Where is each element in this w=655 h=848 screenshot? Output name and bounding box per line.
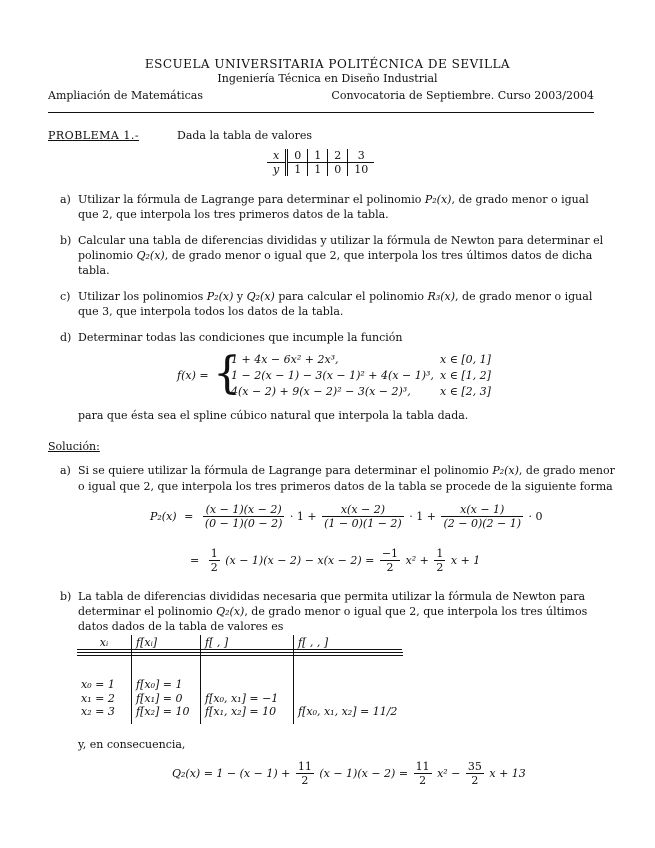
term: (x − 1)(x − 2) = [319, 766, 409, 780]
dd-rule-1 [77, 652, 403, 653]
poly-symbol: R₃(x) [427, 290, 456, 303]
poly-symbol: P₂(x) [424, 193, 452, 206]
problem-item-d-line2: para que ésta sea el spline cúbico natural que interpola la tabla dada. [78, 409, 469, 422]
fraction [203, 503, 285, 530]
term: (x − 1)(x − 2) − x(x − 2) = [225, 553, 375, 567]
consequence-text: y, en consecuencia, [78, 738, 186, 751]
item-label: c) [60, 290, 71, 303]
numerator: (x − 1)(x − 2) [203, 503, 285, 517]
denominator: 2 [210, 561, 218, 574]
solution-title: Solución: [48, 440, 100, 453]
dd-cell: f[x₁, x₂] = 10 [205, 704, 277, 718]
dd-cell: f[x₀, x₁, x₂] = 11/2 [298, 704, 398, 718]
dd-col-x [77, 650, 132, 725]
denominator: (0 − 1)(0 − 2) [204, 517, 283, 530]
dd-header: f[xᵢ] [132, 635, 201, 650]
numerator: 1 [210, 547, 218, 560]
x-value: 1 [308, 149, 328, 163]
problem-intro: Dada la tabla de valores [177, 129, 313, 142]
term: x + 1 [450, 553, 481, 567]
problem-item-b-line2 [78, 249, 592, 262]
lagrange-simplified [190, 547, 480, 574]
problem-item-c-line1 [78, 290, 592, 303]
numerator: 35 [467, 760, 482, 773]
dd-cell: x₁ = 2 [81, 691, 115, 705]
interval-3: x ∈ [2, 3] [440, 385, 491, 398]
dd-cell: f[x₁] = 0 [136, 691, 183, 705]
dd-rule-2 [77, 655, 403, 656]
exam-session: Convocatoria de Septiembre. Curso 2003/2004 [331, 89, 594, 102]
poly-symbol: P₂(x) [492, 464, 519, 477]
poly-symbol: Q₂(x) [246, 290, 275, 303]
y-value: 1 [287, 163, 308, 177]
term: x + 13 [489, 766, 526, 780]
degree-name: Ingeniería Técnica en Diseño Industrial [217, 72, 438, 85]
item-label: a) [60, 464, 71, 477]
equation-lhs: Q₂(x) = 1 − (x − 1) + [172, 766, 291, 780]
text: , de grado menor o igual que 2, que interpola los tres últimos datos de dicha [164, 249, 593, 262]
denominator: (2 − 0)(2 − 1) [443, 517, 522, 530]
left-brace: { [213, 348, 241, 399]
x-value: 0 [287, 149, 308, 163]
numerator: 11 [415, 760, 430, 773]
y-label: y [267, 163, 287, 177]
equals-sign: = [190, 553, 200, 567]
poly-symbol: P₂(x) [206, 290, 234, 303]
dd-cell: f[x₀] = 1 [136, 678, 183, 692]
divided-differences-table [77, 635, 402, 724]
fraction [296, 760, 314, 787]
denominator: (1 − 0)(1 − 2) [324, 517, 402, 530]
header-rule [48, 112, 594, 113]
dd-cell: x₂ = 3 [81, 704, 115, 718]
y-value: 0 [328, 163, 348, 177]
dd-cell: x₀ = 1 [81, 678, 115, 692]
dd-col-f1 [201, 650, 294, 725]
term: x² + [405, 553, 429, 567]
piecewise-function-name: f(x) = [177, 369, 209, 382]
denominator: 2 [436, 561, 444, 574]
school-name: ESCUELA UNIVERSITARIA POLITÉCNICA DE SEVILLA [144, 57, 511, 71]
operator: · 0 [528, 509, 543, 523]
text: para calcular el polinomio [278, 290, 425, 303]
problem-item-b-line1: Calcular una tabla de diferencias divididas y utilizar la fórmula de Newton para determinar el [78, 234, 604, 247]
solution-item-b-line3: datos dados de la tabla de valores es [78, 620, 284, 633]
dd-col-f2 [294, 650, 403, 725]
values-table [267, 149, 374, 176]
solution-item-b-line1: La tabla de diferencias divididas necesaria que permita utilizar la fórmula de Newton para [78, 590, 586, 603]
operator: · 1 + [409, 509, 436, 523]
dd-header: xᵢ [77, 635, 132, 650]
x-label: x [267, 149, 287, 163]
operator: · 1 + [289, 509, 317, 523]
dd-col-f [132, 650, 201, 725]
subject-name: Ampliación de Matemáticas [48, 89, 203, 102]
item-label: a) [60, 193, 71, 206]
denominator: 2 [471, 774, 479, 787]
fraction [209, 547, 220, 574]
piece-3: 4(x − 2) + 9(x − 2)² − 3(x − 2)³, [231, 385, 411, 398]
piece-2: 1 − 2(x − 1) − 3(x − 1)² + 4(x − 1)³, [231, 369, 434, 382]
problem-item-d-line1: Determinar todas las condiciones que incumple la función [78, 331, 403, 344]
fraction [414, 760, 432, 787]
problem-item-a-line2: que 2, que interpola los tres primeros datos de la tabla. [78, 208, 389, 221]
interval-2: x ∈ [1, 2] [440, 369, 491, 382]
text: , de grado menor o igual que 2, que interpola los tres últimos [244, 605, 588, 618]
item-label: b) [60, 234, 72, 247]
problem-item-a [78, 193, 594, 206]
numerator: 11 [297, 760, 312, 773]
fraction [466, 760, 484, 787]
problem-item-c-line2: que 3, que interpola todos los datos de la tabla. [78, 305, 344, 318]
fraction [322, 503, 404, 530]
dd-cell: f[x₂] = 10 [136, 704, 190, 718]
piece-1: 1 + 4x − 6x² + 2x³, [231, 353, 339, 366]
dd-header: f[ , , ] [298, 635, 329, 649]
equation-lhs: P₂(x) [150, 509, 177, 523]
text: Utilizar la fórmula de Lagrange para determinar el polinomio [78, 193, 422, 206]
poly-symbol: Q₂(x) [136, 249, 165, 262]
text: y [236, 290, 244, 303]
solution-item-b-line2 [78, 605, 587, 618]
item-label: b) [60, 590, 72, 603]
numerator: 1 [436, 547, 444, 560]
y-value: 10 [354, 163, 369, 177]
denominator: 2 [386, 561, 394, 574]
poly-symbol: Q₂(x) [216, 605, 245, 618]
text: , de grado menor o igual [455, 290, 593, 303]
equals-sign: = [184, 509, 194, 523]
text: polinomio [78, 249, 133, 262]
term: x² − [437, 766, 461, 780]
fraction [441, 503, 523, 530]
item-label: d) [60, 331, 72, 344]
text: , de grado menor o igual [451, 193, 589, 206]
numerator: x(x − 1) [441, 503, 523, 517]
problem-title: PROBLEMA 1.- [48, 129, 140, 142]
text: , de grado menor [518, 464, 615, 477]
text: Utilizar los polinomios [78, 290, 204, 303]
solution-item-a-line2: o igual que 2, que interpola los tres primeros datos de la tabla se procede de la siguiente forma [78, 480, 613, 493]
lagrange-equation [150, 503, 543, 530]
fraction [380, 547, 400, 574]
newton-equation [172, 760, 526, 787]
text: Si se quiere utilizar la fórmula de Lagrange para determinar el polinomio [78, 464, 489, 477]
denominator: 2 [419, 774, 427, 787]
y-value: 1 [308, 163, 328, 177]
x-value: 3 [348, 149, 375, 163]
numerator: x(x − 2) [322, 503, 404, 517]
numerator: −1 [381, 547, 399, 560]
x-value: 2 [328, 149, 348, 163]
text: determinar el polinomio [78, 605, 213, 618]
problem-item-b-line3: tabla. [78, 264, 110, 277]
solution-item-a-line1 [78, 464, 615, 477]
fraction [434, 547, 445, 574]
dd-header: f[ , ] [201, 635, 294, 650]
denominator: 2 [301, 774, 309, 787]
interval-1: x ∈ [0, 1] [440, 353, 491, 366]
dd-cell: f[x₀, x₁] = −1 [205, 691, 279, 705]
